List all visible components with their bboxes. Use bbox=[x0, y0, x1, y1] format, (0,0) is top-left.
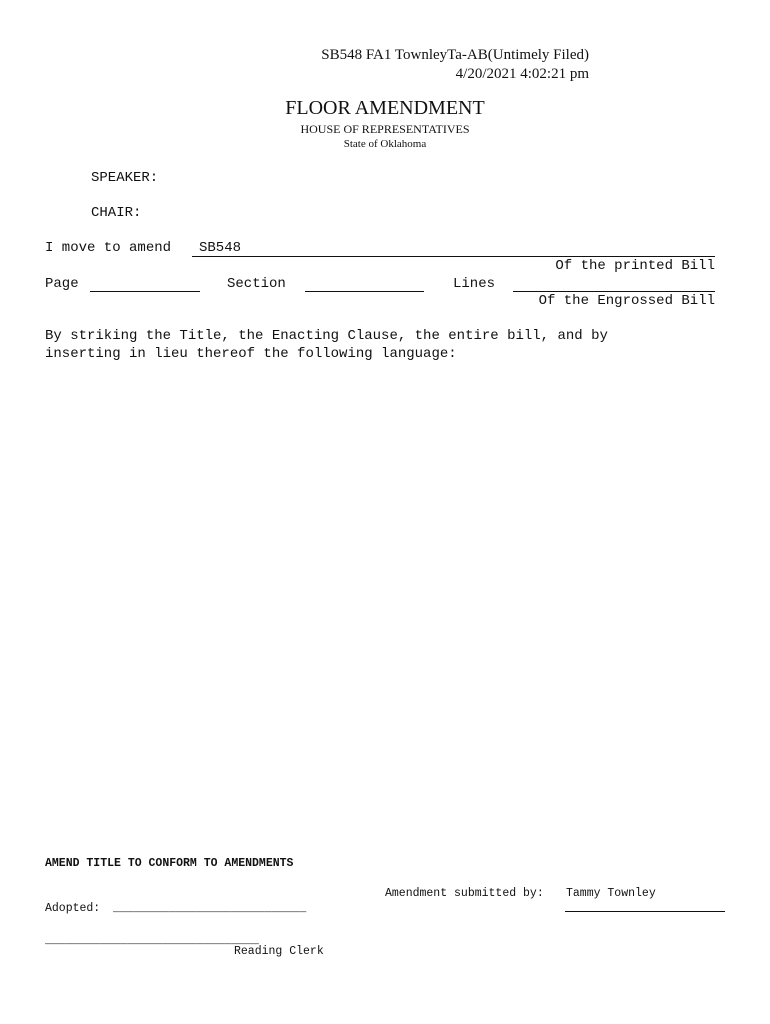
submitted-by-name: Tammy Townley bbox=[566, 887, 656, 900]
document-header bbox=[321, 46, 589, 84]
body-text-line-1: By striking the Title, the Enacting Clause, the entire bill, and by bbox=[45, 328, 608, 344]
page-blank bbox=[90, 291, 200, 292]
submitted-by-label: Amendment submitted by: bbox=[385, 887, 544, 900]
chair-label: CHAIR: bbox=[91, 205, 142, 221]
bill-number: SB548 bbox=[199, 240, 242, 256]
section-label: Section bbox=[227, 276, 286, 292]
reading-clerk-blank: _______________________________ bbox=[45, 934, 259, 947]
header-filing-line: SB548 FA1 TownleyTa-AB(Untimely Filed) bbox=[321, 47, 589, 63]
reading-clerk-label: Reading Clerk bbox=[234, 945, 324, 958]
printed-bill-label: Of the printed Bill bbox=[555, 258, 715, 274]
section-blank bbox=[305, 291, 424, 292]
speaker-label: SPEAKER: bbox=[91, 170, 159, 186]
page-title: FLOOR AMENDMENT bbox=[285, 97, 485, 119]
state-name: State of Oklahoma bbox=[343, 138, 427, 150]
chamber-name: HOUSE OF REPRESENTATIVES bbox=[300, 122, 470, 136]
move-to-amend-label: I move to amend bbox=[45, 240, 172, 256]
engrossed-bill-label: Of the Engrossed Bill bbox=[538, 293, 715, 309]
bill-underline bbox=[192, 256, 715, 257]
signature-line bbox=[565, 911, 725, 912]
lines-label: Lines bbox=[453, 276, 496, 292]
page-label: Page bbox=[45, 276, 79, 292]
lines-blank bbox=[513, 291, 715, 292]
header-timestamp: 4/20/2021 4:02:21 pm bbox=[455, 66, 589, 82]
adopted-label: Adopted: bbox=[45, 902, 101, 915]
amend-title-heading: AMEND TITLE TO CONFORM TO AMENDMENTS bbox=[45, 857, 294, 870]
body-text-line-2: inserting in lieu thereof the following language: bbox=[45, 346, 457, 362]
adopted-blank: ____________________________ bbox=[113, 902, 307, 915]
